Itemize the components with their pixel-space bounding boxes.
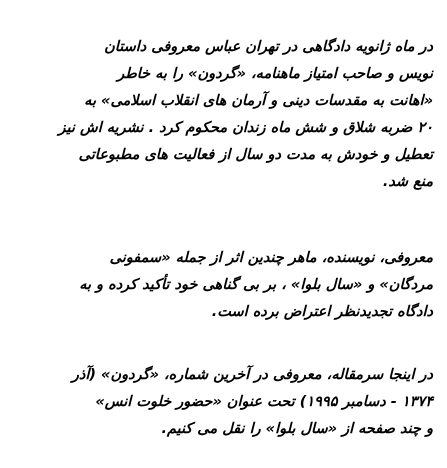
text-line: منع شد. bbox=[382, 174, 433, 190]
paragraph-appeal bbox=[13, 245, 433, 326]
text-line: دادگاه تجدیدنظر اعتراض برده است. bbox=[211, 304, 433, 320]
text-line: ۲۰ ضربه شلاق و شش ماه زندان محکوم کرد . نشریه اش نیز bbox=[58, 120, 433, 136]
text-line: در ماه ژانویه دادگاهی در تهران عباس معروفی داستان bbox=[104, 39, 433, 55]
paragraph-editorial bbox=[13, 362, 433, 443]
text-line: مردگان» و «سال بلوا» ، بر بی گناهی خود تأکید کرده و به bbox=[79, 277, 433, 293]
text-line: تعطیل و خودش به مدت دو سال از فعالیت های مطبوعاتی bbox=[78, 147, 433, 163]
paragraph-verdict bbox=[13, 34, 433, 196]
text-line: نویس و صاحب امتیاز ماهنامه، «گردون» را به خاطر bbox=[117, 66, 433, 82]
text-line: معروفی، نویسنده، ماهر چندین اثر از جمله «سمفونی bbox=[109, 250, 433, 266]
text-line: ۱۳۷۴ - دسامبر ۱۹۹۵) تحت عنوان «حضور خلوت انس» bbox=[95, 394, 433, 410]
text-line: در اینجا سرمقاله، معروفی در آخرین شماره، «گردون» (آذر bbox=[71, 367, 433, 383]
text-line: و چند صفحه از «سال بلوا» را نقل می کنیم. bbox=[161, 421, 433, 437]
text-line: «اهانت به مقدسات دینی و آرمان های انقلاب اسلامی» به bbox=[84, 93, 433, 109]
